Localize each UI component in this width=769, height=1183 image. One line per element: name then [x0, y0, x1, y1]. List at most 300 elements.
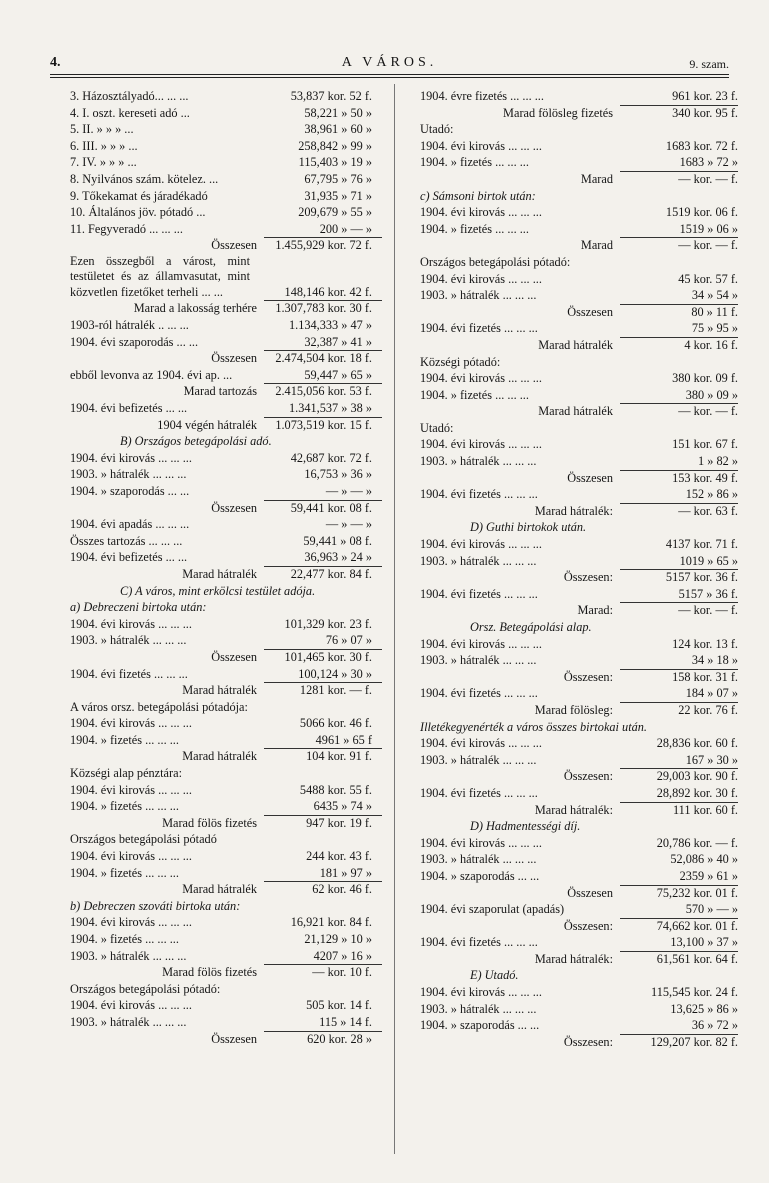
ledger-row — [420, 619, 738, 636]
row-amount: 158 kor. 31 f. — [672, 669, 738, 684]
ledger-row — [70, 516, 382, 533]
issue-number: 9. szam. — [689, 57, 729, 71]
row-amount: 961 kor. 23 f. — [672, 89, 738, 103]
row-label: 1904. » fizetés ... ... ... — [70, 932, 179, 946]
row-amount: 16,921 kor. 84 f. — [290, 915, 372, 930]
row-amount: 244 kor. 43 f. — [306, 849, 372, 864]
row-label: 1904. évi befizetés ... ... — [70, 550, 188, 565]
row-amount: 5157 kor. 36 f. — [665, 570, 738, 585]
ledger-row — [70, 549, 382, 566]
ledger-row — [420, 121, 738, 138]
row-label: Országos betegápolási pótadó: — [70, 981, 221, 996]
row-amount: 129,207 kor. 82 f. — [650, 1034, 738, 1049]
row-label: Marad hátralék: — [534, 802, 613, 817]
page-header — [50, 55, 729, 75]
ledger-row — [420, 254, 738, 271]
row-amount: 1281 kor. — f. — [299, 683, 372, 698]
row-amount: 1519 kor. 06 f. — [665, 205, 738, 220]
row-label: c) Sámsoni birtok után: — [420, 188, 536, 203]
ledger-row — [420, 536, 738, 553]
row-label: b) Debreczen szováti birtoka után: — [70, 898, 241, 913]
row-label: Országos betegápolási pótadó: — [420, 254, 571, 269]
ledger-row — [420, 569, 738, 586]
ledger-row — [70, 931, 382, 948]
row-amount: 184 » 07 » — [685, 686, 738, 701]
row-label: Marad fölösleg fizetés — [503, 105, 613, 120]
row-label: 1904. évi befizetés ... ... — [70, 401, 188, 415]
ledger-row — [420, 636, 738, 653]
ledger-row — [420, 188, 738, 205]
row-amount: 1.341,537 » 38 » — [288, 401, 372, 415]
row-label: Illetékegyenérték a város összes birtokai után. — [420, 719, 647, 734]
ledger-row — [420, 420, 738, 437]
row-amount: 34 » 54 » — [691, 288, 738, 303]
row-amount: 21,129 » 10 » — [304, 932, 372, 946]
row-label: Marad fölösleg: — [534, 702, 613, 717]
ledger-row — [420, 519, 738, 536]
ledger-row — [70, 417, 382, 434]
row-label: Községi alap pénztára: — [70, 766, 182, 781]
row-label: Marad hátralék: — [534, 503, 613, 518]
row-amount: 101,329 kor. 23 f. — [284, 616, 372, 631]
row-amount: 124 kor. 13 f. — [672, 636, 738, 651]
row-amount: 29,003 kor. 90 f. — [656, 769, 738, 784]
row-label: E) Utadó. — [470, 968, 519, 983]
ledger-row — [420, 868, 738, 885]
ledger-row — [70, 666, 382, 683]
ledger-row — [420, 88, 738, 105]
row-amount: 13,100 » 37 » — [670, 935, 738, 950]
row-label: 1904. évi fizetés ... ... ... — [420, 321, 538, 336]
ledger-row — [420, 735, 738, 752]
row-amount: 5488 kor. 55 f. — [299, 782, 372, 797]
ledger-row — [70, 350, 382, 367]
ledger-row — [70, 948, 382, 965]
right-column — [420, 88, 738, 1050]
ledger-row — [420, 354, 738, 371]
row-amount: 36,963 » 24 » — [304, 550, 372, 565]
ledger-row — [70, 1014, 382, 1031]
ledger-row — [70, 367, 382, 384]
ledger-row — [420, 320, 738, 337]
ledger-row — [420, 586, 738, 603]
ledger-row — [70, 533, 382, 550]
row-amount: 5157 » 36 f. — [678, 586, 738, 601]
row-amount: 31,935 » 71 » — [304, 188, 372, 203]
ledger-row — [70, 400, 382, 417]
ledger-row — [70, 300, 382, 317]
row-label: 1904. évre fizetés ... ... ... — [420, 89, 544, 103]
row-label: Ezen összegből a várost, mint testületet és az államvasutat, mint közvetlen fizetőket terheli ... ... — [70, 253, 250, 299]
header-rule — [50, 74, 729, 78]
row-label: 1904. » szaporodás ... ... — [420, 1018, 540, 1033]
row-amount: 22 kor. 76 f. — [678, 702, 738, 717]
ledger-row — [420, 138, 738, 155]
row-label: 7. IV. » » » ... — [70, 155, 137, 170]
ledger-row — [70, 500, 382, 517]
row-label: 1904. évi fizetés ... ... ... — [420, 935, 538, 950]
row-amount: 16,753 » 36 » — [304, 467, 372, 482]
ledger-row — [420, 918, 738, 935]
row-label: a) Debreczeni birtoka után: — [70, 600, 207, 615]
row-amount: 28,836 kor. 60 f. — [656, 736, 738, 751]
row-label: Összesen — [211, 500, 257, 515]
row-amount: 80 » 11 f. — [691, 304, 738, 319]
row-amount: 153 kor. 49 f. — [672, 470, 738, 485]
row-label: Összesen — [211, 238, 257, 253]
ledger-row — [70, 237, 382, 254]
ledger-row — [420, 984, 738, 1001]
row-label: Összesen — [567, 885, 613, 900]
row-amount: 61,561 kor. 64 f. — [656, 951, 738, 966]
ledger-row — [70, 898, 382, 915]
row-amount: 76 » 07 » — [325, 633, 372, 648]
row-label: Marad hátralék — [538, 404, 613, 419]
ledger-row — [70, 748, 382, 765]
row-amount: — kor. — f. — [678, 171, 738, 186]
ledger-row — [420, 154, 738, 171]
ledger-row — [420, 752, 738, 769]
ledger-row — [70, 483, 382, 500]
row-amount: 167 » 30 » — [685, 752, 738, 767]
ledger-row — [70, 433, 382, 450]
row-label: Marad: — [577, 603, 613, 618]
ledger-row — [420, 835, 738, 852]
ledger-row — [70, 88, 382, 105]
row-label: A város orsz. betegápolási pótadója: — [70, 699, 248, 714]
row-amount: — kor. — f. — [678, 603, 738, 618]
ledger-row — [420, 702, 738, 719]
row-label: 1903. » hátralék ... ... ... — [420, 852, 537, 867]
ledger-row — [420, 901, 738, 918]
ledger-row — [420, 387, 738, 404]
ledger-row — [70, 848, 382, 865]
row-label: 1904. » fizetés ... ... ... — [70, 799, 179, 814]
row-label: Marad — [580, 238, 613, 253]
ledger-row — [420, 602, 738, 619]
ledger-row — [70, 632, 382, 649]
row-amount: 4961 » 65 f — [315, 732, 372, 747]
row-amount: 53,837 kor. 52 f. — [290, 89, 372, 103]
row-label: Országos betegápolási pótadó — [70, 832, 217, 847]
row-label: 1904. évi kirovás ... ... ... — [420, 138, 542, 153]
ledger-row — [70, 105, 382, 122]
row-label: Marad hátralék: — [534, 951, 613, 966]
row-amount: 20,786 kor. — f. — [656, 835, 738, 850]
row-label: 1904. évi kirovás ... ... ... — [420, 985, 542, 1000]
row-label: 1904. évi kirovás ... ... ... — [70, 782, 192, 797]
ledger-row — [70, 334, 382, 351]
ledger-row — [420, 785, 738, 802]
row-label: 1904. évi fizetés ... ... ... — [420, 686, 538, 701]
row-amount: 1.307,783 kor. 30 f. — [275, 301, 372, 316]
row-label: 1904. évi kirovás ... ... ... — [420, 636, 542, 651]
row-amount: 1683 » 72 » — [679, 155, 738, 170]
row-amount: 45 kor. 57 f. — [678, 271, 738, 286]
ledger-row — [420, 967, 738, 984]
ledger-row — [70, 815, 382, 832]
ledger-row — [70, 732, 382, 749]
ledger-row — [70, 188, 382, 205]
row-amount: 2.474,504 kor. 18 f. — [275, 351, 372, 366]
row-amount: 4 kor. 16 f. — [684, 337, 738, 352]
row-label: 1904. évi szaporulat (apadás) — [420, 902, 565, 917]
row-label: Összesen: — [563, 918, 613, 933]
ledger-row — [420, 370, 738, 387]
row-amount: 340 kor. 95 f. — [672, 105, 738, 120]
row-label: D) Hadmentességi díj. — [470, 819, 581, 834]
ledger-row — [420, 304, 738, 321]
row-amount: — kor. — f. — [678, 238, 738, 253]
row-label: Utadó: — [420, 122, 454, 137]
row-label: Marad hátralék — [182, 882, 257, 897]
row-label: 1903. » hátralék ... ... ... — [420, 553, 537, 568]
row-amount: 74,662 kor. 01 f. — [656, 918, 738, 933]
ledger-row — [70, 566, 382, 583]
ledger-row — [420, 818, 738, 835]
row-amount: 148,146 kor. 42 f. — [284, 284, 372, 299]
ledger-row — [70, 317, 382, 334]
row-amount: 36 » 72 » — [691, 1018, 738, 1033]
ledger-row — [420, 105, 738, 122]
row-label: 1904. évi kirovás ... ... ... — [420, 537, 542, 552]
ledger-row — [420, 403, 738, 420]
ledger-row — [70, 583, 382, 600]
row-label: Összesen — [211, 649, 257, 664]
row-amount: 1.134,333 » 47 » — [288, 318, 372, 333]
ledger-row — [420, 453, 738, 470]
row-amount: — » — » — [325, 483, 372, 498]
ledger-row — [420, 171, 738, 188]
row-amount: — kor. 63 f. — [678, 503, 738, 518]
row-label: 8. Nyilvános szám. kötelez. ... — [70, 171, 219, 186]
row-label: 1904. » fizetés ... ... ... — [420, 155, 529, 170]
row-label: Összesen: — [563, 1034, 613, 1049]
ledger-row — [420, 436, 738, 453]
row-label: 1903. » hátralék ... ... ... — [420, 1001, 537, 1016]
row-label: 1904. » fizetés ... ... ... — [70, 732, 179, 747]
row-label: 1904. » fizetés ... ... ... — [70, 865, 179, 880]
row-label: 1904. évi fizetés ... ... ... — [420, 586, 538, 601]
row-amount: 59,441 kor. 08 f. — [290, 500, 372, 515]
row-label: 1904. évi kirovás ... ... ... — [420, 437, 542, 452]
ledger-row — [70, 881, 382, 898]
row-amount: 42,687 kor. 72 f. — [290, 450, 372, 465]
row-label: 1903. » hátralék ... ... ... — [420, 653, 537, 668]
ledger-row — [420, 934, 738, 951]
ledger-row — [420, 669, 738, 686]
ledger-row — [420, 719, 738, 736]
row-label: Marad hátralék — [182, 566, 257, 581]
ledger-row — [70, 964, 382, 981]
row-amount: 181 » 97 » — [319, 865, 372, 880]
row-label: 1904. évi apadás ... ... ... — [70, 517, 190, 532]
row-label: 5. II. » » » ... — [70, 122, 134, 137]
row-label: 1904. évi kirovás ... ... ... — [70, 450, 192, 465]
row-amount: 570 » — » — [685, 902, 738, 917]
ledger-row — [420, 287, 738, 304]
ledger-row — [420, 685, 738, 702]
row-amount: 2.415,056 kor. 53 f. — [275, 384, 372, 399]
row-amount: 4207 » 16 » — [313, 948, 372, 963]
row-label: 1904 végén hátralék — [157, 417, 257, 432]
row-label: Összesen — [567, 470, 613, 485]
ledger-row — [420, 237, 738, 254]
row-label: 1903-ról hátralék .. ... ... — [70, 318, 189, 333]
row-label: 1903. » hátralék ... ... ... — [70, 948, 187, 963]
row-label: 1904. évi szaporodás ... ... — [70, 334, 199, 349]
ledger-row — [70, 782, 382, 799]
row-amount: — kor. — f. — [678, 404, 738, 419]
row-amount: 151 kor. 67 f. — [672, 437, 738, 452]
ledger-row — [70, 1031, 382, 1048]
row-label: Marad a lakosság terhére — [133, 301, 257, 316]
ledger-row — [70, 599, 382, 616]
row-amount: 13,625 » 86 » — [670, 1001, 738, 1016]
row-amount: 200 » — » — [319, 221, 372, 236]
ledger-row — [70, 997, 382, 1014]
ledger-row — [70, 154, 382, 171]
ledger-row — [420, 652, 738, 669]
row-amount: 75,232 kor. 01 f. — [656, 885, 738, 900]
row-label: 1904. » szaporodás ... ... — [420, 868, 540, 883]
row-label: 1903. » hátralék ... ... ... — [70, 633, 187, 648]
row-label: 1904. évi kirovás ... ... ... — [70, 849, 192, 864]
row-label: 4. I. oszt. kereseti adó ... — [70, 105, 190, 120]
row-amount: 4137 kor. 71 f. — [665, 537, 738, 552]
row-amount: 115,403 » 19 » — [298, 155, 372, 170]
ledger-row — [420, 553, 738, 570]
row-amount: 32,387 » 41 » — [304, 334, 372, 349]
row-amount: 2359 » 61 » — [679, 868, 738, 883]
ledger-row — [70, 765, 382, 782]
row-amount: 6435 » 74 » — [313, 799, 372, 814]
row-amount: 59,441 » 08 f. — [303, 533, 372, 548]
row-amount: 104 kor. 91 f. — [306, 749, 372, 764]
row-label: 1903. » hátralék ... ... ... — [420, 752, 537, 767]
row-label: 1904. évi kirovás ... ... ... — [420, 205, 542, 220]
ledger-row — [70, 831, 382, 848]
row-label: 3. Házosztályadó... ... ... — [70, 89, 189, 103]
row-label: 1903. » hátralék ... ... ... — [420, 454, 537, 469]
row-amount: 22,477 kor. 84 f. — [290, 566, 372, 581]
row-label: 1904. évi kirovás ... ... ... — [70, 616, 192, 631]
row-label: 9. Tőkekamat és járadékadó — [70, 188, 208, 203]
row-amount: 947 kor. 19 f. — [306, 815, 372, 830]
page-title: A VÁROS. — [341, 55, 438, 70]
row-label: Összesen — [567, 304, 613, 319]
ledger-row — [70, 682, 382, 699]
left-column — [70, 88, 382, 1047]
row-amount: 1683 kor. 72 f. — [665, 138, 738, 153]
ledger-row — [70, 138, 382, 155]
row-label: D) Guthi birtokok után. — [470, 520, 587, 535]
ledger-row — [420, 1034, 738, 1051]
ledger-row — [420, 470, 738, 487]
ledger-row — [70, 254, 382, 301]
row-label: Összesen: — [563, 769, 613, 784]
ledger-row — [420, 503, 738, 520]
row-amount: 58,221 » 50 » — [304, 105, 372, 120]
row-label: Összes tartozás ... ... ... — [70, 533, 183, 548]
column-divider — [394, 84, 395, 1154]
row-label: Községi pótadó: — [420, 354, 501, 369]
page-number: 4. — [50, 55, 61, 70]
row-amount: 1519 » 06 » — [679, 221, 738, 236]
row-label: 10. Általános jöv. pótadó ... — [70, 205, 206, 220]
row-label: 1904. évi kirovás ... ... ... — [70, 716, 192, 731]
ledger-row — [70, 914, 382, 931]
row-amount: 1.073,519 kor. 15 f. — [275, 417, 372, 432]
ledger-row — [420, 486, 738, 503]
row-amount: 59,447 » 65 » — [304, 367, 372, 382]
ledger-row — [420, 851, 738, 868]
ledger-row — [70, 221, 382, 238]
ledger-row — [70, 865, 382, 882]
row-amount: 101,465 kor. 30 f. — [284, 649, 372, 664]
row-amount: 380 kor. 09 f. — [672, 371, 738, 386]
ledger-row — [420, 271, 738, 288]
row-amount: 100,124 » 30 » — [298, 666, 372, 681]
ledger-row — [70, 699, 382, 716]
row-amount: 5066 kor. 46 f. — [299, 716, 372, 731]
row-amount: 1.455,929 kor. 72 f. — [275, 238, 372, 253]
row-amount: 115 » 14 f. — [319, 1014, 372, 1029]
ledger-row — [70, 121, 382, 138]
ledger-row — [420, 1017, 738, 1034]
row-amount: — » — » — [325, 517, 372, 532]
row-label: 1904. » fizetés ... ... ... — [420, 387, 529, 402]
row-amount: 115,545 kor. 24 f. — [651, 985, 738, 1000]
row-amount: 28,892 kor. 30 f. — [656, 785, 738, 800]
ledger-row — [70, 466, 382, 483]
ledger-row — [420, 802, 738, 819]
row-label: Összesen: — [563, 669, 613, 684]
row-amount: 111 kor. 60 f. — [672, 802, 738, 817]
row-label: 1903. » hátralék ... ... ... — [70, 467, 187, 482]
row-amount: 209,679 » 55 » — [298, 205, 372, 220]
ledger-row — [70, 981, 382, 998]
ledger-row — [70, 450, 382, 467]
row-label: 6. III. » » » ... — [70, 138, 138, 153]
row-label: 1904. évi fizetés ... ... ... — [70, 666, 188, 681]
row-label: Marad tartozás — [183, 384, 257, 399]
row-label: 1904. évi kirovás ... ... ... — [420, 835, 542, 850]
row-amount: 380 » 09 » — [685, 387, 738, 402]
row-amount: 67,795 » 76 » — [304, 171, 372, 186]
row-label: 1904. évi kirovás ... ... ... — [420, 371, 542, 386]
ledger-row — [70, 798, 382, 815]
row-amount: 34 » 18 » — [691, 653, 738, 668]
row-label: ebből levonva az 1904. évi ap. ... — [70, 367, 233, 382]
row-amount: 1 » 82 » — [698, 454, 738, 469]
row-amount: — kor. 10 f. — [312, 965, 372, 980]
row-label: Marad hátralék — [182, 749, 257, 764]
row-label: Összesen — [211, 351, 257, 366]
row-amount: 52,086 » 40 » — [670, 852, 738, 867]
row-amount: 1019 » 65 » — [679, 553, 738, 568]
row-label: Marad fölös fizetés — [162, 965, 257, 980]
ledger-row — [420, 221, 738, 238]
row-label: Marad fölös fizetés — [162, 815, 257, 830]
row-label: 1904. évi fizetés ... ... ... — [420, 785, 538, 800]
row-label: 1904. évi fizetés ... ... ... — [420, 487, 538, 502]
ledger-row — [70, 616, 382, 633]
row-label: Marad — [580, 171, 613, 186]
row-label: 1903. » hátralék ... ... ... — [70, 1014, 187, 1029]
ledger-row — [70, 383, 382, 400]
row-label: Utadó: — [420, 420, 454, 435]
